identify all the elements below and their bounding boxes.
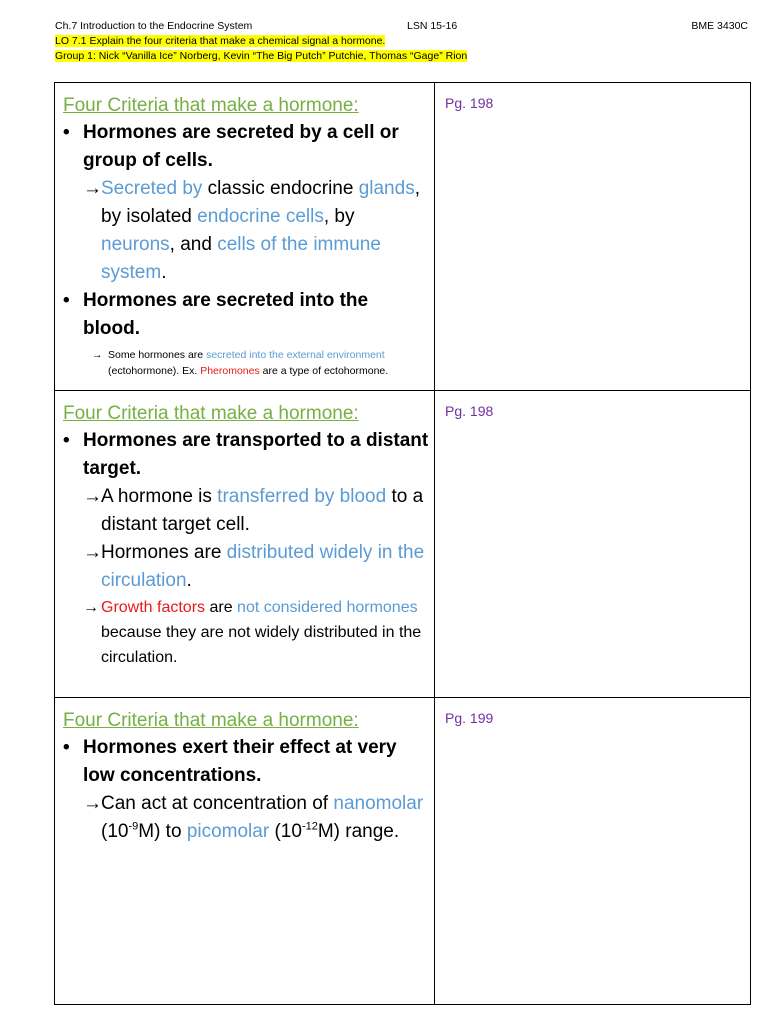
criterion-bullet	[63, 287, 430, 343]
arrow-right-icon: →	[83, 792, 102, 814]
bullet-icon: •	[63, 736, 70, 758]
lesson-number: LSN 15-16	[407, 20, 458, 32]
criteria-heading: Four Criteria that make a hormone:	[63, 402, 359, 424]
course-code: BME 3430C	[691, 20, 748, 32]
small-note	[63, 347, 430, 379]
detail-text: because they are not widely distributed in the circulation.	[101, 623, 422, 666]
detail-text: are	[205, 598, 238, 616]
detail-text: , by	[323, 206, 355, 227]
page-reference: Pg. 198	[445, 95, 494, 111]
detail-point	[63, 483, 430, 539]
notes-cell	[55, 83, 435, 391]
highlight-term: glands	[358, 178, 415, 199]
arrow-right-icon: →	[83, 178, 102, 199]
highlight-term: picomolar	[186, 820, 270, 842]
page-ref-cell	[435, 390, 751, 697]
arrow-right-icon: →	[83, 598, 99, 616]
detail-text: , by isolated	[101, 178, 420, 227]
bullet-icon: •	[63, 122, 70, 143]
page-ref-cell	[435, 697, 751, 1004]
detail-text: Can act at concentration of	[101, 792, 334, 814]
criteria-heading: Four Criteria that make a hormone:	[63, 95, 359, 116]
document-header	[55, 19, 750, 64]
page-reference: Pg. 199	[445, 709, 494, 726]
highlight-term: transferred by blood	[217, 485, 387, 507]
highlight-term: not considered hormones	[237, 598, 418, 616]
criterion-text: Hormones are secreted into the blood.	[83, 290, 369, 339]
detail-text: to a distant target cell.	[101, 485, 424, 535]
detail-text: , and	[169, 234, 218, 255]
detail-text: .	[161, 262, 167, 283]
arrow-right-icon: →	[92, 349, 103, 361]
learning-objective: LO 7.1 Explain the four criteria that make a chemical signal a hormone.	[55, 35, 386, 47]
detail-text: M) to	[138, 820, 187, 842]
bullet-icon: •	[63, 429, 70, 451]
detail-text: Hormones are	[101, 541, 227, 563]
page-reference: Pg. 198	[445, 402, 494, 419]
key-term-red: Growth factors	[101, 598, 206, 616]
arrow-right-icon: →	[83, 541, 102, 563]
criteria-heading: Four Criteria that make a hormone:	[63, 709, 359, 731]
detail-point	[63, 175, 430, 287]
highlight-term: endocrine cells	[197, 206, 324, 227]
detail-text: A hormone is	[101, 485, 218, 507]
detail-text: Some hormones are	[108, 349, 207, 361]
detail-text: .	[186, 569, 192, 591]
criterion-text: Hormones are secreted by a cell or group of cells.	[83, 122, 399, 171]
criterion-bullet	[63, 119, 430, 175]
highlight-term: neurons	[101, 234, 170, 255]
exponent: -9	[128, 820, 139, 833]
highlight-term: Secreted by	[101, 178, 203, 199]
criterion-bullet	[63, 427, 430, 483]
detail-text: classic endocrine	[202, 178, 359, 199]
header-top-row	[55, 19, 750, 34]
notes-cell	[55, 390, 435, 697]
learning-objective-row	[55, 34, 750, 49]
group-members: Group 1: Nick “Vanilla Ice” Norberg, Kevin “The Big Putch” Putchie, Thomas “Gage” Rion	[55, 50, 468, 62]
notes-row	[55, 83, 751, 391]
detail-point	[63, 790, 430, 846]
highlight-term: cells of the immune system	[101, 234, 381, 283]
detail-text: (ectohormone). Ex.	[108, 365, 201, 377]
detail-text: are a type of ectohormone.	[259, 365, 389, 377]
detail-point	[63, 539, 430, 595]
notes-row	[55, 697, 751, 1004]
detail-text: (10	[101, 820, 129, 842]
arrow-right-icon: →	[83, 485, 102, 507]
detail-point	[63, 595, 430, 670]
detail-text: M) range.	[317, 820, 400, 842]
bullet-icon: •	[63, 290, 70, 311]
group-members-row	[55, 49, 750, 64]
criterion-text: Hormones exert their effect at very low concentrations.	[83, 736, 397, 786]
page-ref-cell	[435, 83, 751, 391]
exponent: -12	[301, 820, 318, 833]
criterion-bullet	[63, 734, 430, 790]
highlight-term: distributed widely in the circulation	[101, 541, 425, 591]
notes-table	[54, 82, 751, 1005]
chapter-title: Ch.7 Introduction to the Endocrine System	[55, 20, 253, 32]
criterion-text: Hormones are transported to a distant target.	[83, 429, 429, 479]
key-term-red: Pheromones	[200, 365, 260, 377]
notes-cell	[55, 697, 435, 1004]
detail-text: (10	[269, 820, 302, 842]
highlight-term: nanomolar	[333, 792, 424, 814]
highlight-term: secreted into the external environment	[206, 349, 385, 361]
notes-row	[55, 390, 751, 697]
